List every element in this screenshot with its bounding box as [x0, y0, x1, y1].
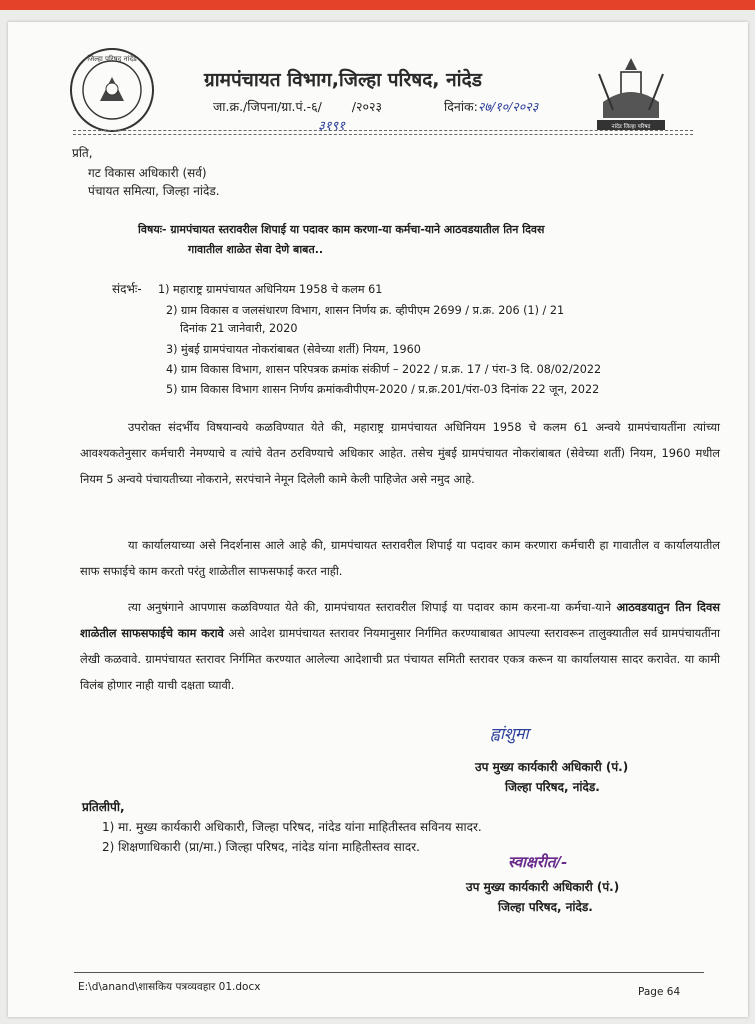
reference-item-2-date: दिनांक 21 जानेवारी, 2020	[180, 322, 298, 335]
ref-no: जा.क्र./जिपना/ग्रा.पं.-६/	[213, 99, 322, 114]
body-paragraph-1: उपरोक्त संदर्भीय विषयान्वये कळविण्यात येते की, महाराष्ट्र ग्रामपंचायत अधिनियम 1958 चे कलम 61 अन्वये ग्रामपंचायतींना त्यांच्या आवश्यकतेनुसार कर्मचारी नेमण्याचे व त्यांचे वेतन ठरविण्याचे अधिकार आहेत. तसेच मुंबई ग्रामपंचायत नोकरांबाबत (सेवेच्या शर्ती) नियम, 1960 मधील नियम 5 अन्वये पंचायतीच्या नोकराने, सरपंचाने नेमून दिलेली कामे केली पाहिजेत असे नमुद आहे.	[80, 420, 720, 486]
reference-item-1: 1) महाराष्ट्र ग्रामपंचायत अधिनियम 1958 चे कलम 61	[158, 283, 383, 296]
letter-date	[444, 98, 538, 115]
app-top-bar	[0, 0, 755, 10]
date-value: २७/१०/२०२३	[477, 99, 539, 114]
addressee-line1: गट विकास अधिकारी (सर्व)	[88, 166, 207, 180]
reference-item-3: 3) मुंबई ग्रामपंचायत नोकरांबाबत (सेवेच्या शर्ती) नियम, 1960	[166, 343, 421, 356]
copy-to-label: प्रतिलीपी,	[82, 800, 125, 814]
signed-stamp: स्वाक्षरीत/-	[508, 853, 568, 871]
signature1-title: उप मुख्य कार्यकारी अधिकारी (पं.)	[475, 760, 629, 774]
signature1-org: जिल्हा परिषद, नांदेड.	[505, 780, 600, 794]
footer-file-path: E:\d\anand\शासकिय पत्रव्यवहार 01.docx	[78, 981, 261, 993]
body-paragraph-2: या कार्यालयाच्या असे निदर्शनास आले आहे की, ग्रामपंचायत स्तरावरील शिपाई या पदावर काम करणारा कर्मचारी हा गावातील व कार्यालयातील साफ सफाईचे काम करतो परंतु शाळेतील साफसफाई करत नाही.	[80, 538, 720, 578]
date-label: दिनांक:	[444, 99, 478, 114]
para3-bold: आठवडयातुन तिन दिवस शाळेतील साफसफाईचे काम करावे	[80, 600, 720, 640]
subject-line1: विषयः- ग्रामपंचायत स्तरावरील शिपाई या पदावर काम करणा-या कर्मचा-याने आठवडयातील तिन दिवस	[138, 223, 545, 236]
copy-to-item-2: 2) शिक्षणाधिकारी (प्रा/मा.) जिल्हा परिषद, नांदेड यांना माहितीस्तव सादर.	[102, 840, 420, 854]
emblem-text: जिल्हा परिषद नांदेड	[87, 55, 137, 63]
office-title: ग्रामपंचायत विभाग,जिल्हा परिषद, नांदेड	[204, 69, 482, 91]
signature2-title: उप मुख्य कार्यकारी अधिकारी (पं.)	[466, 880, 620, 894]
references-label: संदर्भः-	[112, 282, 142, 296]
document-page	[8, 22, 748, 1017]
ref-year: /२०२३	[351, 99, 383, 114]
header-divider-2	[73, 134, 693, 135]
inward-number: ३१९१	[318, 119, 346, 134]
zilla-parishad-emblem-icon	[60, 47, 164, 133]
para3-rest: असे आदेश ग्रामपंचायत स्तरावर नियमानुसार निर्गमित करण्याबाबत आपल्या स्तरावरून तालुक्यातील सर्व ग्रामपंचायतींना लेखी कळवावे. ग्रामपंचायत स्तरावर निर्गमित करण्यात आलेल्या आदेशाची प्रत पंचायत समिती स्तरावर एकत्र करून या कार्यालयास सादर करावेत. या कामी विलंब होणार नाही याची दक्षता घ्यावी.	[80, 626, 720, 692]
reference-item-5: 5) ग्राम विकास विभाग शासन निर्णय क्रमांकवीपीएम-2020 / प्र.क्र.201/पंरा-03 दिनांक 22 जून, 2022	[166, 383, 600, 396]
footer-page-number: Page 64	[638, 986, 681, 998]
signature2-org: जिल्हा परिषद, नांदेड.	[498, 900, 593, 914]
reference-number	[213, 98, 382, 115]
reference-item-4: 4) ग्राम विकास विभाग, शासन परिपत्रक क्रमांक संकीर्ण – 2022 / प्र.क्र. 17 / पंरा-3 दि. 08/02/2022	[166, 363, 602, 376]
subject-line2: गावातील शाळेत सेवा देणे बाबत..	[188, 243, 324, 256]
header-divider	[73, 130, 693, 131]
footer-divider	[74, 972, 704, 973]
copy-to-item-1: 1) मा. मुख्य कार्यकारी अधिकारी, जिल्हा परिषद, नांदेड यांना माहितीस्तव सविनय सादर.	[102, 820, 482, 834]
addressee-prati: प्रति,	[72, 146, 93, 160]
crest-text: नांदेड जिल्हा परिषद	[611, 124, 651, 130]
para3-start: त्या अनुषंगाने आपणास कळविण्यात येते की, ग्रामपंचायत स्तरावरील शिपाई या पदावर काम करना-या कर्मचा-याने	[128, 600, 612, 614]
body-paragraph-3	[80, 594, 720, 698]
addressee-line2: पंचायत समित्या, जिल्हा नांदेड.	[88, 184, 220, 198]
district-crest-icon	[593, 52, 669, 138]
signature-scrawl: ह्वांशुमा	[490, 724, 529, 743]
reference-item-2: 2) ग्राम विकास व जलसंधारण विभाग, शासन निर्णय क्र. व्हीपीएम 2699 / प्र.क्र. 206 (1) / 21	[166, 304, 565, 317]
